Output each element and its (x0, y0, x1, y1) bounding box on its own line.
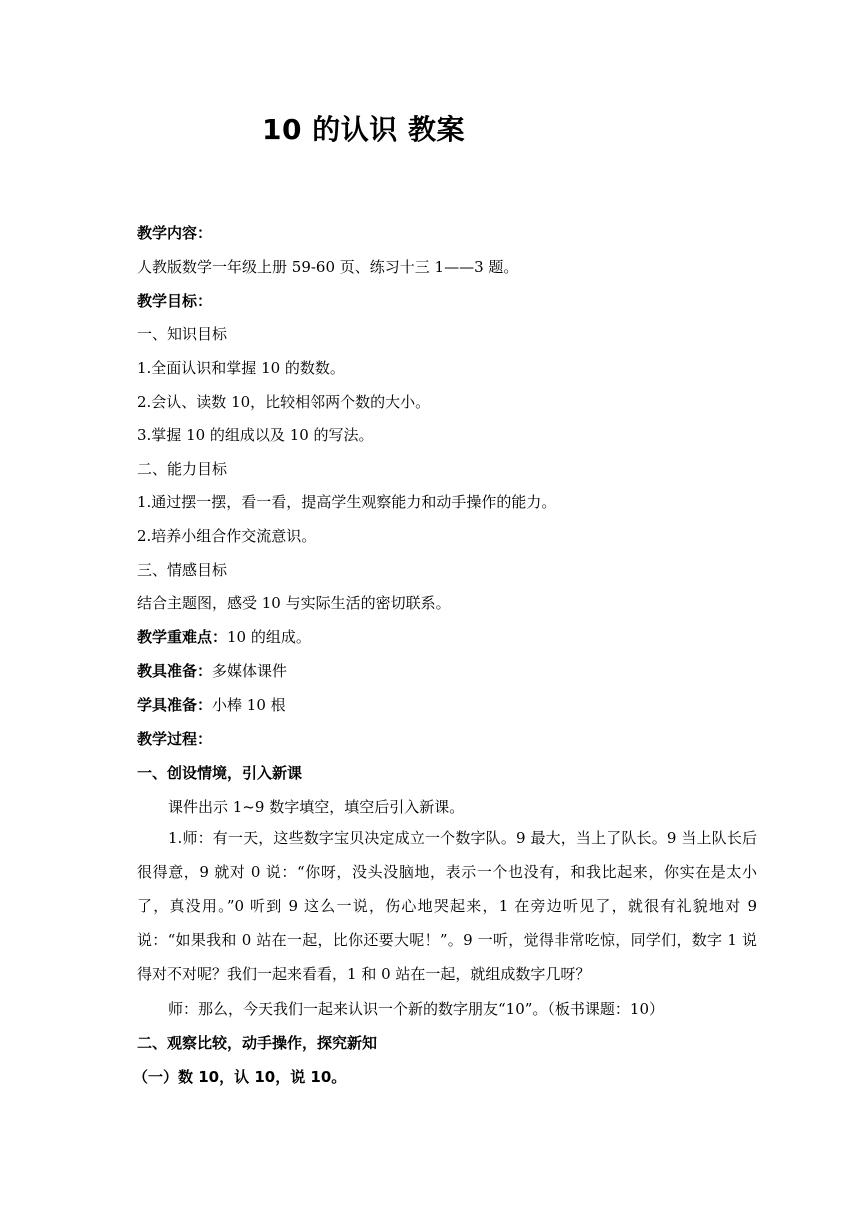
goal1-item: 2.会认、读数 10，比较相邻两个数的大小。 (137, 393, 431, 411)
teaching-tools-text: 多媒体课件 (212, 662, 288, 680)
key-points-row (137, 627, 311, 647)
student-tools-row (137, 695, 286, 715)
goal1-item: 1.全面认识和掌握 10 的数数。 (137, 359, 345, 377)
goals-label: 教学目标： (137, 292, 213, 310)
page-title: 10 的认识 教案 (262, 113, 465, 146)
goal3-text: 结合主题图，感受 10 与实际生活的密切联系。 (137, 594, 451, 612)
teaching-tools-label: 教具准备： (137, 662, 213, 680)
section1-story-text: 1.师：有一天，这些数字宝贝决定成立一个数字队。9 最大，当上了队长。9 当上队长后很得意，9 就对 0 说：“你呀，没头没脑地，表示一个也没有，和我比起来，你实在是太小了，真没用。”0 听到 9 这么一说，伤心地哭起来，1 在旁边听见了，就很有礼貌地对 9 说：“如果我和 0 站在一起，比你还要大呢！”。9 一听，觉得非常吃惊，同学们，数字 1 说得对不对呢？我们一起来看看，1 和 0 站在一起，就组成数字几呀？ (137, 829, 757, 983)
content-label: 教学内容： (137, 224, 213, 242)
section2-subheading: （一）数 10，认 10，说 10。 (133, 1068, 347, 1086)
process-label: 教学过程： (137, 730, 213, 748)
key-points-label: 教学重难点： (137, 628, 228, 646)
section2-heading: 二、观察比较，动手操作，探究新知 (137, 1034, 378, 1052)
content-text: 人教版数学一年级上册 59-60 页、练习十三 1——3 题。 (137, 258, 519, 276)
goal2-heading: 二、能力目标 (137, 460, 228, 478)
goal1-heading: 一、知识目标 (137, 325, 228, 343)
section1-intro: 课件出示 1~9 数字填空，填空后引入新课。 (168, 798, 465, 816)
goal1-item: 3.掌握 10 的组成以及 10 的写法。 (137, 426, 374, 444)
section1-story (137, 821, 757, 991)
section1-teacher: 师：那么，今天我们一起来认识一个新的数字朋友“10”。（板书课题：10） (168, 1000, 665, 1018)
teaching-tools-row (137, 661, 287, 681)
section1-heading: 一、创设情境，引入新课 (137, 764, 303, 782)
goal2-item: 1.通过摆一摆，看一看，提高学生观察能力和动手操作的能力。 (137, 493, 557, 511)
student-tools-label: 学具准备： (137, 696, 213, 714)
goal3-heading: 三、情感目标 (137, 561, 228, 579)
key-points-text: 10 的组成。 (227, 628, 311, 646)
student-tools-text: 小棒 10 根 (212, 696, 286, 714)
goal2-item: 2.培养小组合作交流意识。 (137, 527, 317, 545)
